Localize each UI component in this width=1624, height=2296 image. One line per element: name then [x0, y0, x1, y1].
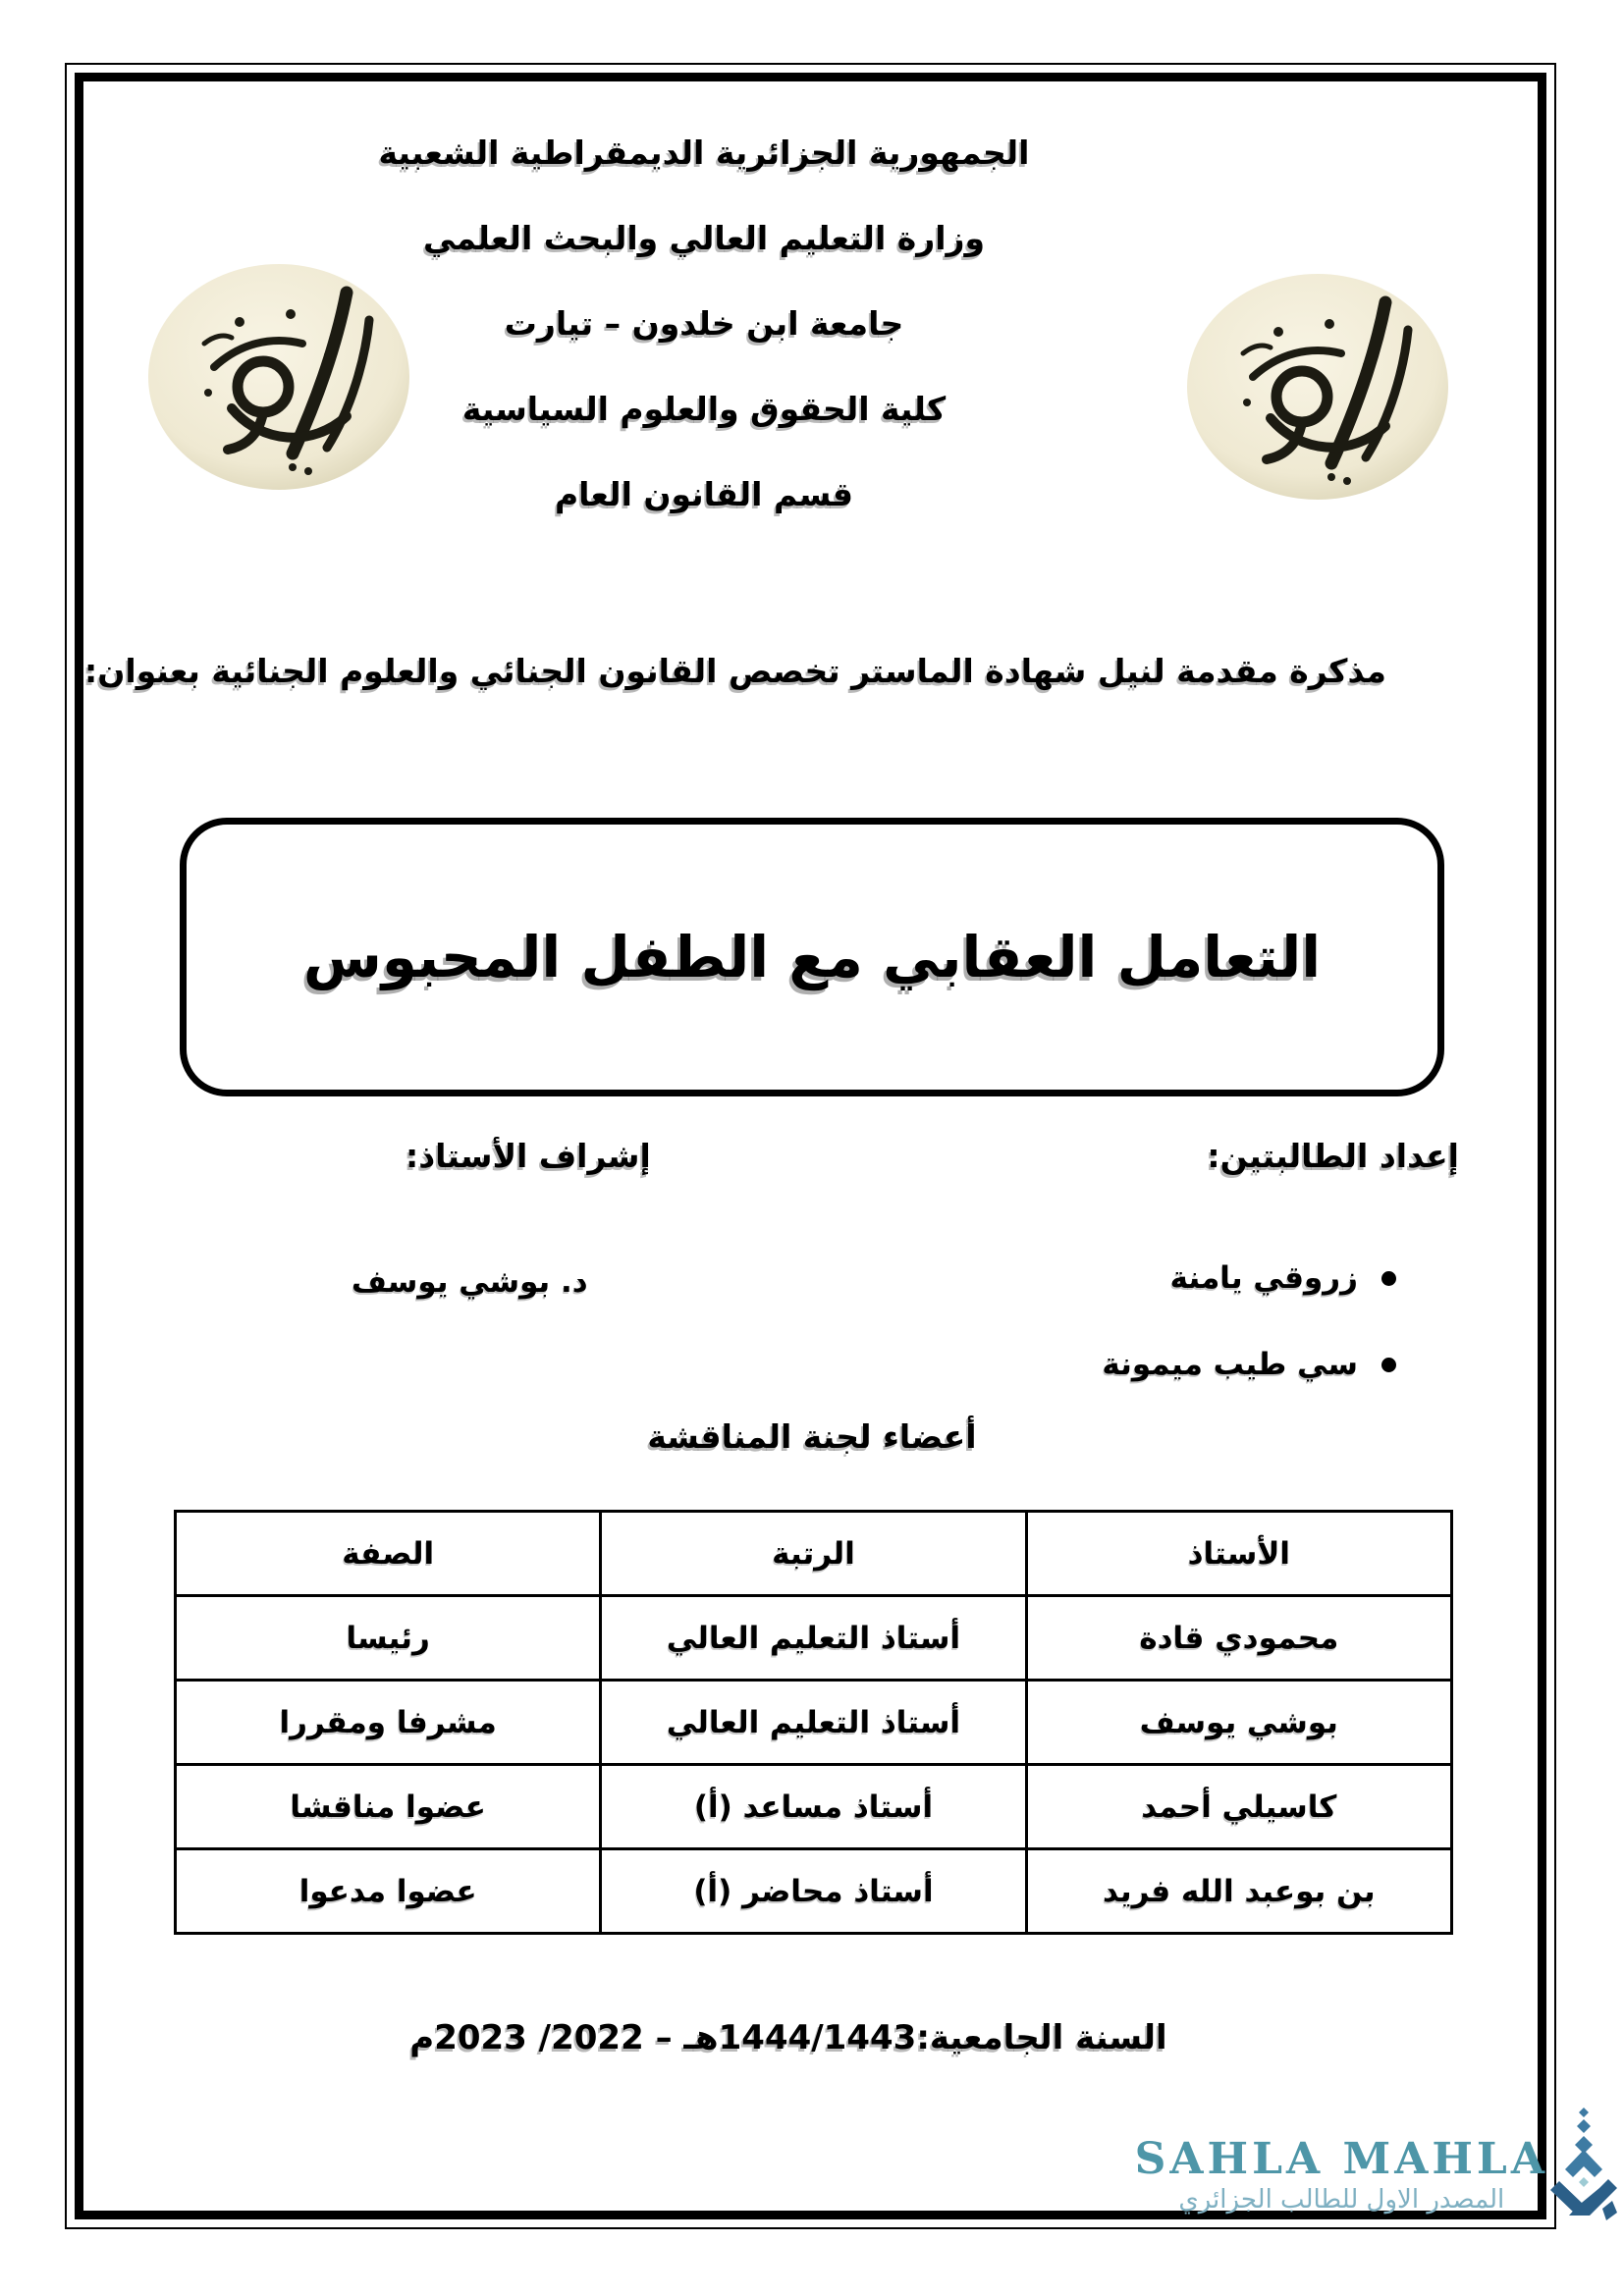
ministry-line: وزارة التعليم العالي والبحث العلمي	[422, 219, 986, 257]
university-seal-icon	[1184, 271, 1451, 503]
column-header-role: الصفة	[176, 1512, 601, 1596]
committee-table	[174, 1510, 1453, 1935]
professor-cell: بوشي يوسف	[1026, 1681, 1451, 1765]
list-item-student-1	[1170, 1260, 1396, 1296]
role-cell: رئيسا	[176, 1596, 601, 1681]
professor-cell: بن بوعبد الله فريد	[1026, 1849, 1451, 1934]
student-name: زروقي يامنة	[1169, 1260, 1358, 1296]
faculty-line: كلية الحقوق والعلوم السياسية	[461, 390, 947, 428]
list-item-student-2	[1102, 1347, 1396, 1382]
table-row	[176, 1849, 1452, 1934]
preparers-label: إعداد الطالبتين:	[1207, 1137, 1459, 1175]
role-cell: عضوا مدعوا	[176, 1849, 601, 1934]
professor-cell: كاسيلي أحمد	[1026, 1765, 1451, 1849]
watermark-brand-block	[1135, 2136, 1548, 2215]
department-line: قسم القانون العام	[554, 475, 854, 513]
column-header-rank: الرتبة	[601, 1512, 1026, 1596]
university-line: جامعة ابن خلدون – تيارت	[504, 304, 904, 343]
rank-cell: أستاذ مساعد (أ)	[601, 1765, 1026, 1849]
table-row	[176, 1596, 1452, 1681]
university-seal-icon	[145, 261, 412, 493]
rank-cell: أستاذ التعليم العالي	[601, 1681, 1026, 1765]
bullet-icon	[1381, 1358, 1396, 1372]
supervision-label: إشراف الأستاذ:	[406, 1137, 651, 1175]
rank-cell: أستاذ التعليم العالي	[601, 1596, 1026, 1681]
column-header-professor: الأستاذ	[1026, 1512, 1451, 1596]
table-header-row	[176, 1512, 1452, 1596]
professor-cell: محمودي قادة	[1026, 1596, 1451, 1681]
student-name: سي طيب ميمونة	[1102, 1347, 1358, 1382]
watermark-tagline: المصدر الاول للطالب الجزائري	[1178, 2185, 1505, 2216]
committee-heading: أعضاء لجنة المناقشة	[647, 1417, 977, 1456]
academic-year-line: السنة الجامعية:1444/1443هـ – 2022/ 2023م	[409, 2018, 1167, 2057]
watermark-brand-text: SAHLA MAHLA	[1134, 2134, 1548, 2184]
role-cell: عضوا مناقشا	[176, 1765, 601, 1849]
table-row	[176, 1765, 1452, 1849]
thesis-title-box	[180, 818, 1444, 1096]
bullet-icon	[1381, 1271, 1396, 1286]
thesis-title: التعامل العقابي مع الطفل المحبوس	[302, 924, 1322, 990]
watermark-kufi-logo-icon	[1547, 2107, 1620, 2228]
republic-line: الجمهورية الجزائرية الديمقراطية الشعبية	[378, 133, 1030, 172]
table-row	[176, 1681, 1452, 1765]
memoir-intro-line: مذكرة مقدمة لنيل شهادة الماستر تخصص القانون الجنائي والعلوم الجنائية بعنوان:	[84, 652, 1386, 690]
role-cell: مشرفا ومقررا	[176, 1681, 601, 1765]
rank-cell: أستاذ محاضر (أ)	[601, 1849, 1026, 1934]
supervisor-name: د. بوشي يوسف	[352, 1264, 588, 1300]
